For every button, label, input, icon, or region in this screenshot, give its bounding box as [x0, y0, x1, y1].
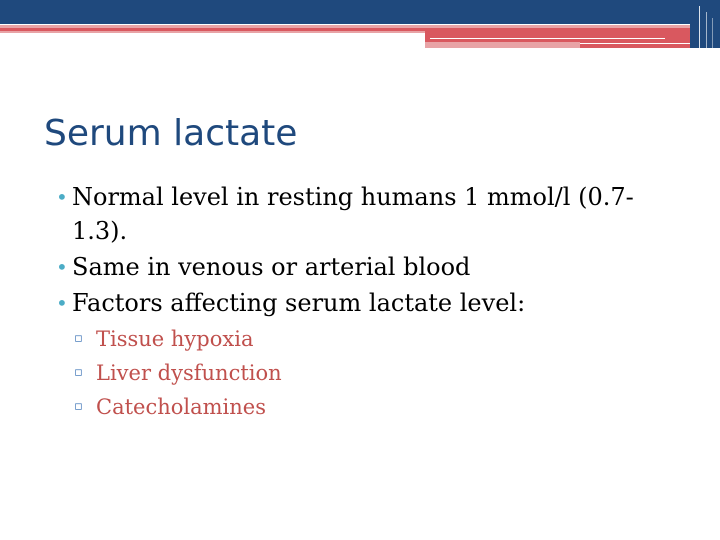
header-white-vertical-line [706, 12, 707, 48]
header-white-line [580, 43, 690, 44]
header-navy-bar [0, 0, 720, 24]
bullet-list [56, 180, 666, 424]
bullet-item [56, 250, 666, 284]
sub-bullet-text: Liver dysfunction [96, 361, 282, 385]
sub-bullet-item [56, 322, 666, 356]
bullet-item [56, 286, 666, 320]
slide-title: Serum lactate [44, 113, 298, 154]
bullet-text: Normal level in resting humans 1 mmol/l (0.7-1.3). [72, 183, 634, 245]
header-white-line [430, 38, 665, 39]
bullet-dot-icon: • [56, 255, 68, 279]
sub-bullet-item [56, 356, 666, 390]
square-bullet-icon: ▫ [74, 365, 83, 380]
sub-bullet-list [56, 322, 666, 424]
sub-list-container [56, 322, 666, 424]
sub-bullet-text: Tissue hypoxia [96, 327, 254, 351]
bullet-dot-icon: • [56, 185, 68, 209]
header-white-vertical-line [712, 18, 713, 48]
bullet-text: Same in venous or arterial blood [72, 253, 471, 281]
bullet-item [56, 180, 666, 248]
header-white-vertical-line [699, 6, 700, 48]
sub-bullet-item [56, 390, 666, 424]
sub-bullet-text: Catecholamines [96, 395, 266, 419]
square-bullet-icon: ▫ [74, 399, 83, 414]
square-bullet-icon: ▫ [74, 331, 83, 346]
header-navy-corner [690, 0, 720, 48]
bullet-dot-icon: • [56, 291, 68, 315]
header-pink-sub-bar [425, 42, 580, 48]
bullet-text: Factors affecting serum lactate level: [72, 289, 526, 317]
